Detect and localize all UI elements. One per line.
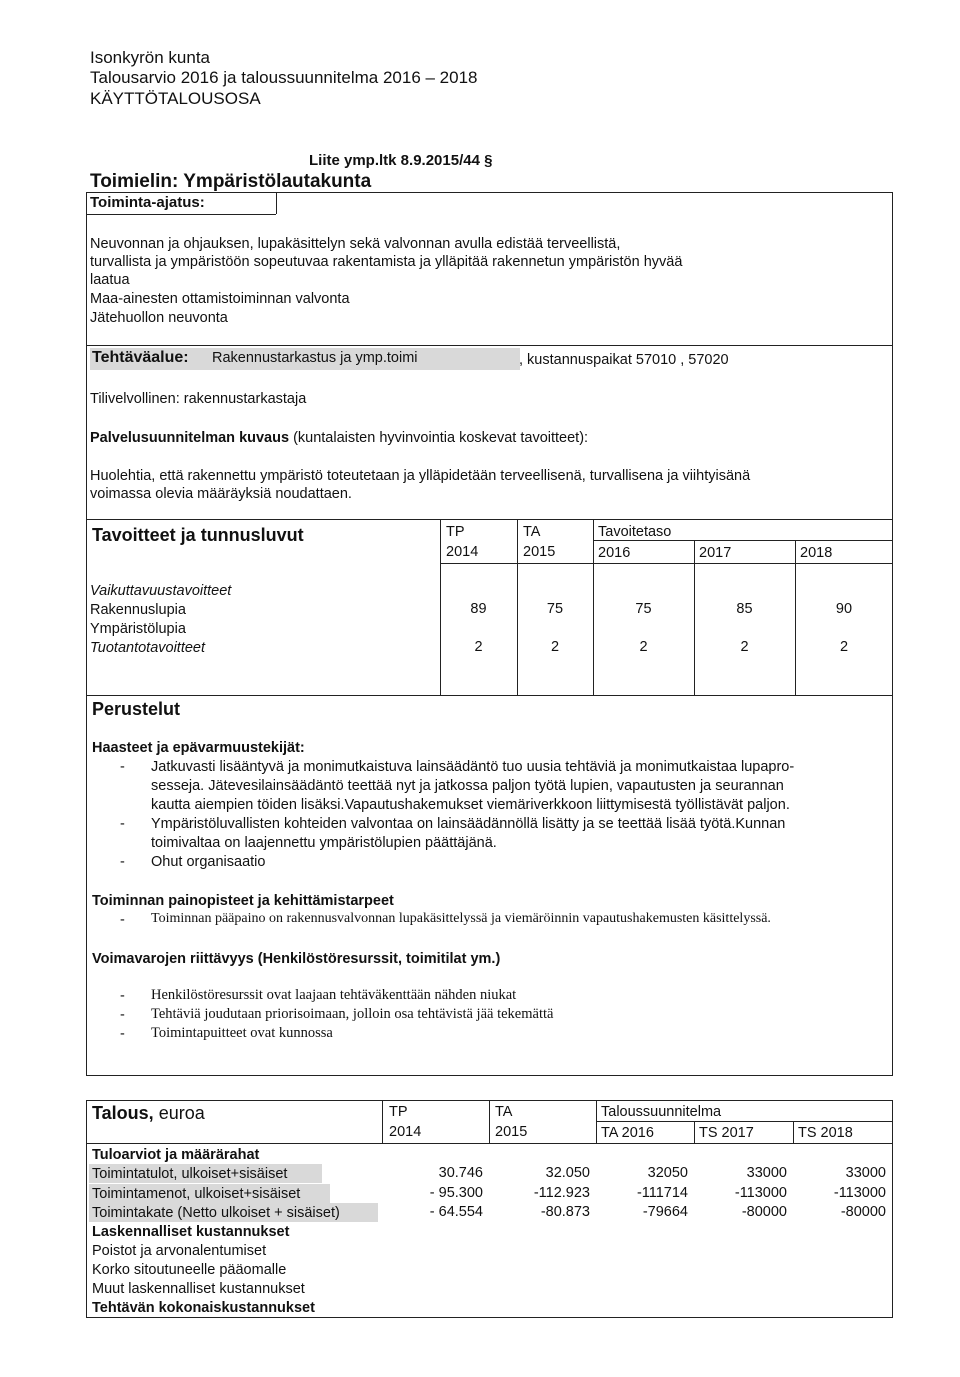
finance-cell: -113000 <box>833 1185 886 1201</box>
mission-label-divider <box>276 192 277 214</box>
mission-label-rule <box>86 214 276 215</box>
finance-cell: -80000 <box>741 1204 787 1220</box>
finance-row-label: Korko sitoutuneelle pääomalle <box>92 1262 287 1278</box>
focus-item-1: Toiminnan pääpaino on rakennusvalvonnan lupakäsittelyssä ja viemäröinnin vapautushakemusten käsittelyssä. <box>151 911 771 926</box>
finance-row-label: Tehtävän kokonaiskustannukset <box>92 1300 315 1316</box>
finance-col-divider-4 <box>694 1121 695 1143</box>
finance-cell: -80.873 <box>540 1204 590 1220</box>
mission-line-4: Maa-ainesten ottamistoiminnan valvonta <box>90 291 350 307</box>
task-area-label: Tehtäväalue: <box>92 349 189 366</box>
finance-col-plan: Taloussuunnitelma <box>601 1104 722 1120</box>
finance-year-ta2016: TA 2016 <box>601 1125 654 1141</box>
organ-title: Toimielin: Ympäristölautakunta <box>90 171 372 192</box>
finance-header-rule <box>86 1143 893 1144</box>
finance-cell: -113000 <box>734 1185 787 1201</box>
focus-heading: Toiminnan painopisteet ja kehittämistarpeet <box>92 893 394 909</box>
mission-line-5: Jätehuollon neuvonta <box>90 310 228 326</box>
goals-row-label: Tuotantotavoitteet <box>90 640 206 656</box>
service-plan-line-2: voimassa olevia määräyksiä noudattaen. <box>90 486 352 502</box>
rationale-title: Perustelut <box>92 699 181 719</box>
bullet-dash: - <box>120 759 125 775</box>
challenge-1-line-3: kautta aiempien töiden lisäksi.Vapautushakemukset viemäriverkkoon liittymisestä työllistävät paljon. <box>151 797 790 813</box>
goals-cell: 2 <box>550 639 560 655</box>
bullet-dash: - <box>120 1026 125 1042</box>
challenge-2-line-2: toimivaltaa on laajennettu ympäristölupien päättäjänä. <box>151 835 497 851</box>
goals-year-2018: 2018 <box>800 545 833 561</box>
challenges-heading: Haasteet ja epävarmuustekijät: <box>92 740 305 756</box>
finance-year-ts2018: TS 2018 <box>798 1125 853 1141</box>
goals-cell: 2 <box>474 639 483 655</box>
goals-cell: 85 <box>736 601 753 617</box>
finance-cell: -80000 <box>840 1204 886 1220</box>
goals-col-tp: TP <box>446 524 465 540</box>
resources-item-3: Toimintapuitteet ovat kunnossa <box>151 1025 333 1041</box>
goals-year-2017: 2017 <box>699 545 732 561</box>
municipality-name: Isonkyrön kunta <box>90 48 211 67</box>
finance-col-tp: TP <box>389 1104 408 1120</box>
goals-cell: 90 <box>835 601 853 617</box>
finance-col-ta-year: 2015 <box>495 1124 528 1140</box>
finance-cell: 33000 <box>746 1165 787 1181</box>
goals-cell: 75 <box>546 601 564 617</box>
finance-row-label: Muut laskennalliset kustannukset <box>92 1281 305 1297</box>
finance-row-label: Tuloarviot ja määrärahat <box>92 1147 260 1163</box>
finance-cell: 32050 <box>647 1165 688 1181</box>
challenge-3-line-1: Ohut organisaatio <box>151 854 266 870</box>
finance-cell: -111714 <box>636 1185 688 1201</box>
finance-cell: - 64.554 <box>429 1204 483 1220</box>
finance-cell: 30.746 <box>438 1165 483 1181</box>
finance-cell: 32.050 <box>545 1165 590 1181</box>
goals-col-tp-year: 2014 <box>446 544 479 560</box>
bullet-dash: - <box>120 816 125 832</box>
bullet-dash: - <box>120 854 125 870</box>
finance-cell: - 95.300 <box>429 1185 483 1201</box>
budget-title: Talousarvio 2016 ja taloussuunnitelma 2016 – 2018 <box>90 68 478 87</box>
finance-title-bold: Talous, <box>92 1103 154 1123</box>
challenge-1-line-1: Jatkuvasti lisääntyvä ja monimutkaistuva lainsäädäntö tuo uusia tehtäviä ja monimutkaistaa lupapro- <box>151 759 795 775</box>
service-plan-heading-bold: Palvelusuunnitelman kuvaus <box>90 430 290 446</box>
mission-line-1: Neuvonnan ja ohjauksen, lupakäsittelyn sekä valvonnan avulla edistää terveellistä, <box>90 236 621 252</box>
finance-plan-rule <box>596 1121 893 1122</box>
finance-col-divider-5 <box>793 1121 794 1143</box>
section-title: KÄYTTÖTALOUSOSA <box>90 89 261 108</box>
goals-cell: 75 <box>635 601 652 617</box>
finance-cell: -112.923 <box>533 1185 590 1201</box>
bullet-dash: - <box>120 1007 125 1023</box>
goals-col-ta-year: 2015 <box>523 544 556 560</box>
goals-bottom-rule <box>86 695 893 696</box>
goals-header-rule <box>440 563 893 564</box>
goals-top-rule <box>86 519 893 520</box>
goals-row-label: Rakennuslupia <box>90 602 186 618</box>
resources-item-1: Henkilöstöresurssit ovat laajaan tehtäväkenttään nähden niukat <box>151 987 517 1003</box>
challenge-2-line-1: Ympäristöluvallisten kohteiden valvontaa on lainsäädännöllä lisätty ja se teettää lisää työtä.Kunnan <box>151 816 786 832</box>
finance-cell: 33000 <box>845 1165 886 1181</box>
goals-row-label: Ympäristölupia <box>90 621 186 637</box>
goals-row-label: Vaikuttavuustavoitteet <box>90 583 232 599</box>
challenge-1-line-2: sesseja. Jätevesilainsäädäntö teettää nyt ja jatkossa paljon työtä lupien, vapautusten ja seurannan <box>151 778 784 794</box>
finance-row-label: Laskennalliset kustannukset <box>92 1224 290 1240</box>
finance-col-divider-2 <box>489 1100 490 1143</box>
finance-row-label: Toimintatulot, ulkoiset+sisäiset <box>92 1166 288 1182</box>
finance-title <box>92 1103 205 1124</box>
bullet-dash: - <box>120 988 125 1004</box>
finance-cell: -79664 <box>642 1204 688 1220</box>
finance-row-label: Poistot ja arvonalentumiset <box>92 1243 267 1259</box>
goals-col-ta: TA <box>523 524 541 540</box>
goals-cell: 2 <box>839 639 849 655</box>
mission-line-2: turvallista ja ympäristöön sopeutuvaa rakentamista ja ylläpitää rakennetun ympäristön hyvää <box>90 254 683 270</box>
goals-col-target: Tavoitetaso <box>598 524 672 540</box>
service-plan-line-1: Huolehtia, että rakennettu ympäristö toteutetaan ja ylläpidetään terveellisenä, turvallisena ja viihtyisänä <box>90 468 751 484</box>
finance-row-label: Toimintamenot, ulkoiset+sisäiset <box>92 1186 301 1202</box>
finance-row-label: Toimintakate (Netto ulkoiset + sisäiset) <box>92 1205 340 1221</box>
mission-label: Toiminta-ajatus: <box>90 194 205 211</box>
mission-line-3: laatua <box>90 272 130 288</box>
goals-cell: 2 <box>740 639 749 655</box>
goals-cell: 89 <box>470 601 487 617</box>
service-plan-heading-rest: (kuntalaisten hyvinvointia koskevat tavoitteet): <box>289 430 589 446</box>
finance-col-ta: TA <box>495 1104 513 1120</box>
mission-bottom-rule <box>86 345 893 346</box>
service-plan-heading <box>90 429 588 447</box>
resources-heading: Voimavarojen riittävyys (Henkilöstöresurssit, toimitilat ym.) <box>92 951 501 967</box>
bullet-dash: - <box>120 912 125 928</box>
goals-year-2016: 2016 <box>598 545 631 561</box>
resources-item-2: Tehtäviä joudutaan priorisoimaan, jolloin osa tehtävistä jää tekemättä <box>151 1006 554 1022</box>
finance-col-divider-1 <box>382 1100 383 1143</box>
finance-year-ts2017: TS 2017 <box>699 1125 754 1141</box>
annex-reference: Liite ymp.ltk 8.9.2015/44 § <box>309 152 493 169</box>
finance-col-tp-year: 2014 <box>389 1124 422 1140</box>
task-area-name: Rakennustarkastus ja ymp.toimi <box>212 350 418 366</box>
cost-centers: , kustannuspaikat 57010 , 57020 <box>519 352 729 368</box>
goals-cell: 2 <box>639 639 648 655</box>
goals-title: Tavoitteet ja tunnusluvut <box>92 525 304 545</box>
responsible-officer: Tilivelvollinen: rakennustarkastaja <box>90 391 307 407</box>
finance-title-rest: euroa <box>153 1103 205 1123</box>
